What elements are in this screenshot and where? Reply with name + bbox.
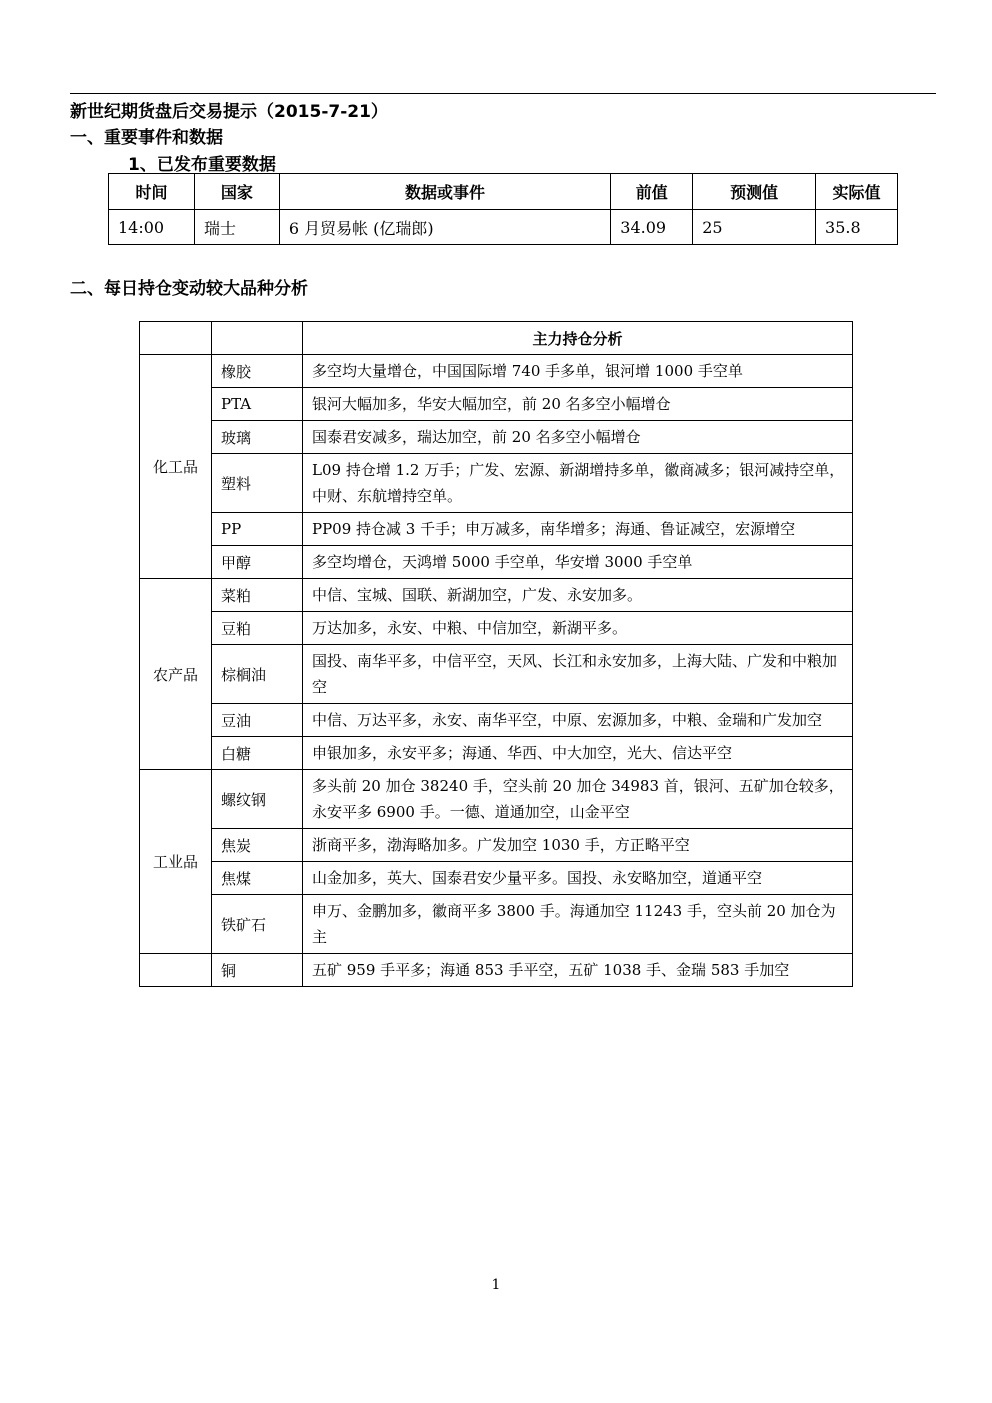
item-name: 铁矿石 [212,895,303,954]
group-industrial: 工业品 [140,770,212,954]
item-analysis: 申万、金鹏加多，徽商平多 3800 手。海通加空 11243 手，空头前 20 加仓为主 [303,895,853,954]
item-analysis: L09 持仓增 1.2 万手；广发、宏源、新湖增持多单，徽商减多；银河减持空单，中财、东航增持空单。 [303,454,853,513]
item-name: 白糖 [212,737,303,770]
col-header: 时间 [109,174,195,210]
header-rule [70,93,936,94]
item-name: 铜 [212,954,303,987]
table-row [140,895,853,954]
item-name: 塑料 [212,454,303,513]
data-table [108,173,898,245]
col-header: 实际值 [816,174,898,210]
section1-heading: 一、重要事件和数据 [70,128,223,148]
item-analysis: 多空均增仓，天鸿增 5000 手空单，华安增 3000 手空单 [303,546,853,579]
table-row [140,645,853,704]
cell-forecast: 25 [693,210,816,245]
col-header: 预测值 [693,174,816,210]
table-row [109,210,898,245]
holdings-header-empty [140,322,212,355]
cell-time: 14:00 [109,210,195,245]
item-analysis: 申银加多，永安平多；海通、华西、中大加空，光大、信达平空 [303,737,853,770]
item-name: PTA [212,388,303,421]
table-row [140,954,853,987]
page-title: 新世纪期货盘后交易提示（2015-7-21） [70,102,388,122]
cell-previous: 34.09 [611,210,693,245]
holdings-table [139,321,853,987]
section2-heading: 二、每日持仓变动较大品种分析 [70,279,308,299]
table-row [140,704,853,737]
data-table-header [109,174,898,210]
table-row [140,579,853,612]
item-name: 焦煤 [212,862,303,895]
item-name: 玻璃 [212,421,303,454]
cell-event: 6 月贸易帐 (亿瑞郎) [279,210,610,245]
holdings-header: 主力持仓分析 [303,322,853,355]
item-name: 橡胶 [212,355,303,388]
section1-subheading: 1、已发布重要数据 [128,155,276,175]
item-analysis: 多头前 20 加仓 38240 手，空头前 20 加仓 34983 首，银河、五矿加仓较多，永安平多 6900 手。一德、道通加空，山金平空 [303,770,853,829]
cell-country: 瑞士 [194,210,279,245]
item-analysis: 国投、南华平多，中信平空，天风、长江和永安加多，上海大陆、广发和中粮加空 [303,645,853,704]
table-row [140,355,853,388]
item-name: 螺纹钢 [212,770,303,829]
table-row [140,513,853,546]
item-analysis: 银河大幅加多，华安大幅加空，前 20 名多空小幅增仓 [303,388,853,421]
item-name: 甲醇 [212,546,303,579]
item-analysis: 国泰君安减多，瑞达加空，前 20 名多空小幅增仓 [303,421,853,454]
item-name: 豆油 [212,704,303,737]
group-empty [140,954,212,987]
item-analysis: 中信、宝城、国联、新湖加空，广发、永安加多。 [303,579,853,612]
table-row [140,737,853,770]
page-number: 1 [491,1277,501,1293]
group-agriculture: 农产品 [140,579,212,770]
table-row [140,546,853,579]
col-header: 前值 [611,174,693,210]
group-chemicals: 化工品 [140,355,212,579]
col-header: 国家 [194,174,279,210]
table-row [140,829,853,862]
item-name: 菜粕 [212,579,303,612]
item-name: 棕榈油 [212,645,303,704]
item-name: 豆粕 [212,612,303,645]
item-analysis: 五矿 959 手平多；海通 853 手平空，五矿 1038 手、金瑞 583 手加空 [303,954,853,987]
table-row [140,388,853,421]
item-analysis: 万达加多，永安、中粮、中信加空，新湖平多。 [303,612,853,645]
col-header: 数据或事件 [279,174,610,210]
item-analysis: 多空均大量增仓，中国国际增 740 手多单，银河增 1000 手空单 [303,355,853,388]
table-row [140,454,853,513]
holdings-header-empty [212,322,303,355]
item-analysis: 浙商平多，渤海略加多。广发加空 1030 手，方正略平空 [303,829,853,862]
item-analysis: 中信、万达平多，永安、南华平空，中原、宏源加多，中粮、金瑞和广发加空 [303,704,853,737]
table-row [140,770,853,829]
cell-actual: 35.8 [816,210,898,245]
item-analysis: 山金加多，英大、国泰君安少量平多。国投、永安略加空，道通平空 [303,862,853,895]
table-row [140,421,853,454]
table-row [140,862,853,895]
item-name: PP [212,513,303,546]
item-analysis: PP09 持仓减 3 千手；申万减多，南华增多；海通、鲁证减空，宏源增空 [303,513,853,546]
item-name: 焦炭 [212,829,303,862]
table-row [140,612,853,645]
